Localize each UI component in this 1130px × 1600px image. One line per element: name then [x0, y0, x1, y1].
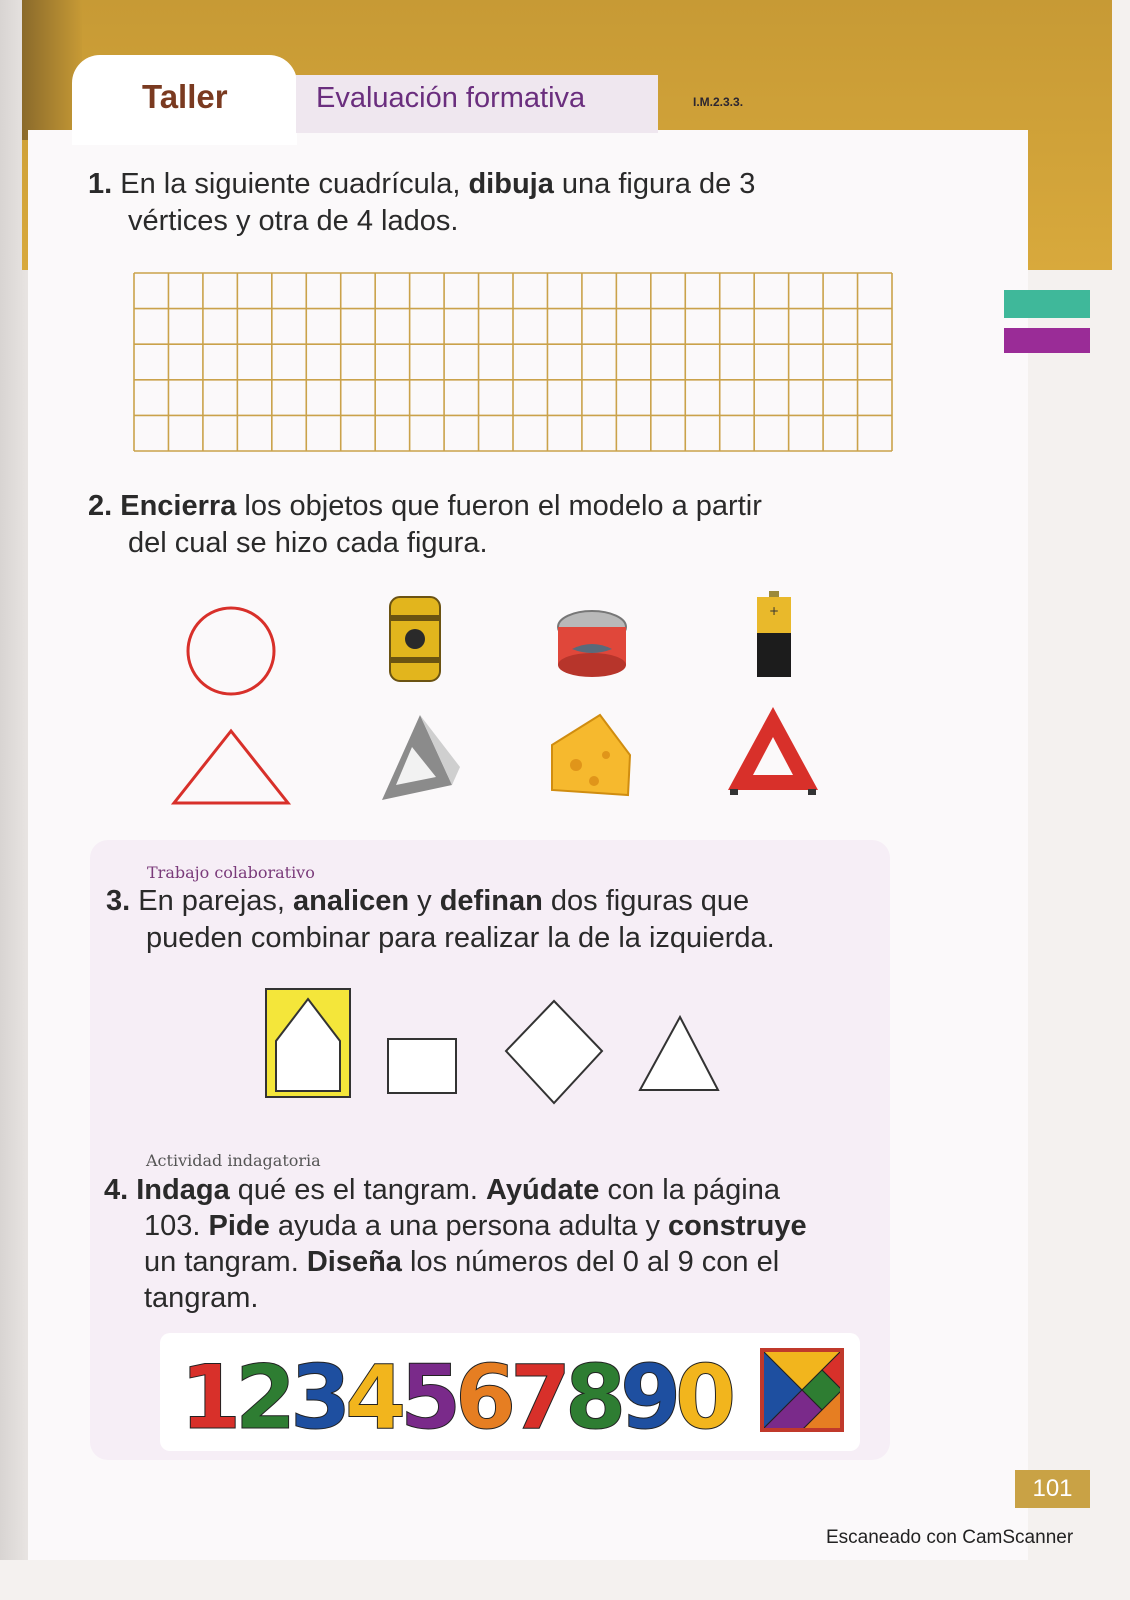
- question-text: En la siguiente cuadrícula,: [120, 168, 461, 200]
- tangram-digit: 6: [455, 1346, 517, 1445]
- tangram-digits: [170, 1340, 850, 1445]
- tuna-can-icon: [558, 611, 626, 677]
- tangram-digit: 0: [675, 1346, 737, 1445]
- tangram-digit: 4: [345, 1346, 407, 1445]
- question-2: [88, 488, 898, 562]
- side-marker-purple: [1004, 328, 1090, 353]
- tangram-digit: 2: [235, 1346, 297, 1445]
- question-text: qué es el tangram.: [237, 1174, 478, 1206]
- question-keyword: Diseña: [306, 1246, 402, 1278]
- question-text: 103.: [144, 1210, 201, 1242]
- tangram-digit: 3: [290, 1346, 352, 1445]
- question-keyword: Pide: [208, 1210, 270, 1242]
- question-text: tangram.: [144, 1282, 259, 1314]
- curriculum-code: I.M.2.3.3.: [693, 95, 744, 109]
- question-text: ayuda a una persona adulta y: [277, 1210, 660, 1242]
- svg-text:+: +: [768, 604, 780, 618]
- question-text: y: [417, 885, 432, 917]
- tab-evaluacion-label: Evaluación formativa: [316, 82, 586, 114]
- toxic-barrel-icon: [390, 597, 440, 681]
- question-1: [88, 166, 898, 240]
- question-keyword: Ayúdate: [486, 1174, 600, 1206]
- battery-icon: [757, 591, 791, 677]
- side-marker-teal: [1004, 290, 1090, 318]
- question-keyword: Indaga: [136, 1174, 230, 1206]
- q3-shapes: [262, 985, 732, 1110]
- drawing-grid[interactable]: [133, 272, 893, 452]
- tangram-digit: 7: [510, 1346, 572, 1445]
- question-text: pueden combinar para realizar la de la izquierda.: [146, 922, 775, 954]
- tangram-square-icon: [762, 1350, 842, 1430]
- question-text: del cual se hizo cada figura.: [128, 527, 488, 559]
- cheese-wedge-icon: [552, 715, 630, 795]
- question-keyword: dibuja: [468, 168, 554, 200]
- question-3: [106, 883, 886, 957]
- section-label-collab: Trabajo colaborativo: [147, 863, 315, 882]
- red-circle-figure: [188, 608, 274, 694]
- question-number: 3.: [106, 885, 131, 917]
- question-keyword: analicen: [293, 885, 410, 917]
- question-text: vértices y otra de 4 lados.: [128, 205, 459, 237]
- question-keyword: definan: [439, 885, 543, 917]
- triangle-shape: [640, 1017, 718, 1090]
- tangram-digit: 5: [400, 1346, 462, 1445]
- rhombus-shape: [506, 1001, 602, 1103]
- question-keyword: construye: [668, 1210, 807, 1242]
- question-keyword: Encierra: [120, 490, 237, 522]
- scanner-footer: Escaneado con CamScanner: [826, 1527, 1074, 1548]
- question-text: En parejas,: [138, 885, 285, 917]
- question-text: un tangram.: [144, 1246, 299, 1278]
- tab-taller-label: Taller: [142, 78, 228, 115]
- rectangle-shape: [388, 1039, 456, 1093]
- q2-figures: [160, 585, 860, 815]
- question-text: con la página: [607, 1174, 780, 1206]
- question-text: una figura de 3: [561, 168, 756, 200]
- question-text: los números del 0 al 9 con el: [410, 1246, 780, 1278]
- triangular-prism-icon: [382, 715, 460, 800]
- page-number: 101: [1015, 1470, 1090, 1508]
- question-text: dos figuras que: [550, 885, 750, 917]
- question-4: [104, 1172, 884, 1316]
- tangram-digit: 1: [180, 1346, 242, 1445]
- warning-triangle-icon: [728, 707, 818, 795]
- tangram-digit: 8: [565, 1346, 627, 1445]
- question-number: 4.: [104, 1174, 129, 1206]
- question-text: los objetos que fueron el modelo a partir: [244, 490, 762, 522]
- section-label-research: Actividad indagatoria: [146, 1151, 321, 1170]
- question-number: 1.: [88, 168, 113, 200]
- tangram-digit: 9: [620, 1346, 682, 1445]
- question-number: 2.: [88, 490, 113, 522]
- red-triangle-figure: [174, 731, 288, 803]
